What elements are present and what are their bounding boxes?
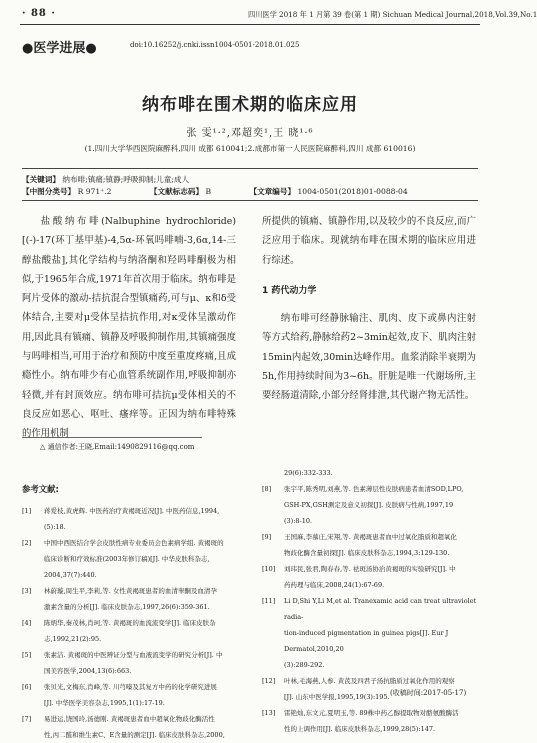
header-rule (20, 24, 480, 25)
reference-line: 物歧化酶含量初探[J]. 临床皮肤科杂志,1994,3:129-130. (284, 549, 450, 557)
reference-line: 中国中西医结合学会皮肤性病专业委员会色素病学组. 黄褐斑的 (44, 539, 224, 547)
reference-text (284, 465, 486, 481)
reference-number: [5] (22, 651, 32, 659)
reference-text (44, 679, 246, 711)
reference-text (44, 583, 246, 615)
keywords-label: 【关键词】 (22, 175, 60, 184)
clc-label: 【中图分类号】 (22, 187, 76, 196)
reference-item (262, 705, 486, 737)
reference-number: [9] (262, 533, 272, 541)
reference-line: 激素含量的分析[J]. 临床皮肤杂志,1997,26(6):359-361. (44, 603, 210, 611)
right-column (262, 212, 476, 406)
journal-header: 四川医学 2018 年 1 月第 39 卷(第 1 期) Sichuan Medical Journal,2018,Vol.39,No.1 (248, 10, 537, 19)
body-paragraph: 盐酸纳布啡(Nalbuphine hydrochloride)[(-)-17(环丁基甲基)-4,5α-环氧吗啡喃-3,6α,14-三醇盐酸盐],其化学结构与纳洛酮和羟吗啡酮极为相似,于1965年合成,1971年首次用于临床。纳布啡是阿片受体的激动-拮抗混合型镇痛药,可与μ、κ和δ受体结合,主要对μ受体呈拮抗作用,对κ受体呈激动作用,因此具有镇痛、镇静及呼吸抑制作用,其镇痛强度与吗啡相当,可用于治疗和预防中度至重度疼痛,且成瘾性小。纳布啡少有心血管系统副作用,呼吸抑制亦轻微,并有封顶效应。纳布啡可拮抗μ受体相关的不良反应如恶心、呕吐、瘙痒等。正因为纳布啡特殊的作用机制 (22, 216, 236, 440)
affiliation: (1.四川大学华西医院麻醉科,四川 成都 610041;2.成都市第一人民医院麻醉科,四川 成都 610016) (84, 144, 416, 153)
reference-number: [7] (22, 715, 32, 723)
keywords-row (22, 168, 478, 185)
keywords-text: 纳布啡;镇痛;镇静;呼吸抑制;儿童;成人 (62, 175, 190, 184)
reference-line: 国美容医学,2004,13(6):663. (44, 667, 132, 675)
reference-line: (3):289-292. (284, 661, 325, 669)
reference-line: 林蔚璇,周生平,李莉,等. 女性黄褐斑患者的血清睾酮及血清孕 (44, 587, 217, 595)
reference-number: [2] (22, 539, 32, 547)
reference-line: (3):8-10. (284, 517, 313, 525)
article-label: 【文章编号】 (249, 187, 296, 196)
body-paragraph: 所提供的镇痛、镇静作用,以及较少的不良反应,而广泛应用于临床。现就纳布啡在围术期的临床应用进行综述。 (262, 216, 476, 266)
reference-text (284, 529, 486, 561)
reference-line: [J]. 中华医学美容杂志,1995,1(1):17-19. (44, 699, 165, 707)
reference-number: [1] (22, 507, 32, 515)
reference-item (22, 647, 246, 679)
code-value: B (205, 187, 212, 196)
reference-text (284, 593, 486, 673)
reference-number (262, 465, 284, 481)
footnote: △ 通信作者:王晓,Email:1490829116@qq.com (40, 443, 195, 451)
reference-line: 药药理与临床,2008,24(1):67-69. (284, 581, 385, 589)
reference-number: [11] (262, 597, 276, 605)
reference-line: 张贝光,文梅东,肖峰,等. 川芎嗪及其复方中药的化学研究进展 (44, 683, 217, 691)
reference-text (284, 481, 486, 529)
article-title: 纳布啡在围术期的临床应用 (142, 95, 358, 115)
classification-row (22, 186, 478, 197)
reference-text (284, 561, 486, 593)
body-paragraph: 纳布啡可经静脉输注、肌肉、皮下或鼻内注射等方式给药,静脉给药2~3min起效,皮下、肌肉注射15min内起效,30min达峰作用。血浆消除半衰期为5h,作用持续时间为3~6h。肝脏是唯一代谢场所,主要经肠道清除,小部分经肾排泄,其代谢产物无活性。 (262, 313, 476, 402)
reference-number: [10] (262, 565, 276, 573)
reference-line: [J]. 山东中医学报,1995,19(3):195. (284, 693, 390, 701)
reference-item (262, 529, 486, 561)
reference-item (22, 711, 246, 743)
reference-item (262, 481, 486, 529)
reference-text (44, 711, 246, 743)
reference-line: 叶林,毛海燕,人参. 黄芪及四君子汤抗脂质过氧化作用的观察 (284, 677, 455, 685)
reference-number: [6] (22, 683, 32, 691)
reference-item (262, 465, 486, 481)
reference-line: Li D,Shi Y,Li M,et al. Tranexamic acid can treat ultraviolet radia- (284, 597, 477, 621)
section-tag: ●医学进展● (22, 41, 97, 56)
reference-number: [8] (262, 485, 272, 493)
body-rule (22, 200, 478, 201)
reference-line: 蒋爱枝,黄虎辉. 中医药治疗黄褐斑近况[J]. 中医药信息,1994, (44, 507, 220, 515)
reference-line: tion-induced pigmentation in guinea pigs[J]. Eur J Dermatol,2010,20 (284, 629, 449, 653)
authors: 张 雯¹·²,邓超奕¹,王 晓¹·⁶ (186, 128, 314, 139)
article-value: 1004-0501(2018)01-0088-04 (297, 187, 408, 196)
doi: doi:10.16252/j.cnki.issn1004-0501-2018.01.025 (130, 41, 300, 49)
reference-line: GSH-PX,GSH测定及意义初探[J]. 皮肤病与性病,1997,19 (284, 501, 454, 509)
footnote-rule (22, 437, 202, 438)
reference-item (262, 561, 486, 593)
left-column (22, 212, 236, 444)
code-label: 【文献标志码】 (149, 187, 204, 196)
reference-text (44, 647, 246, 679)
reference-number: [3] (22, 587, 32, 595)
reference-line: 王国麻,李慕庄,宋翔,等. 黄褐斑患者血中过氧化脂质和超氧化 (284, 533, 457, 541)
reference-line: 陈炳华,秦茂林,肖珂,等. 黄褐斑的血流流变学[J]. 临床皮肤杂 (44, 619, 216, 627)
reference-number: [13] (262, 709, 276, 717)
reference-line: (5):18. (44, 523, 66, 531)
reference-line: 临床诊断和疗效标准(2003年修订稿)[J]. 中华皮肤科杂志, (44, 555, 210, 563)
reference-item (22, 583, 246, 615)
reference-line: 易进运,饶国玲,汤德刚. 黄褐斑患者血中超氧化物歧化酶活性 (44, 715, 215, 723)
reference-line: 29(6):332-333. (284, 469, 333, 477)
reference-text (44, 503, 246, 535)
reference-number: [12] (262, 677, 276, 685)
reference-line: 张宇平,陈秀明,刘燕,等. 色素薄层性皮肤病患者血清SOD,LPO, (284, 485, 464, 493)
reference-text (44, 615, 246, 647)
reference-line: 性,丙二醛和维生素C、E含量的测定[J]. 临床皮肤科杂志,2000, (44, 731, 225, 739)
references-left (22, 503, 246, 743)
reference-line: 刘玮民,张君,陶春春,等. 祛斑汤协治黄褐斑的实验研究[J]. 中 (284, 565, 456, 573)
references-title: 参考文献: (22, 484, 59, 494)
reference-line: 性的上调作用[J]. 临床皮肤科杂志,1999,28(5):147. (284, 725, 436, 733)
reference-item (22, 503, 246, 535)
reference-item (22, 535, 246, 583)
reference-line: 雷艳灿,东文元,夏明玉,等. 89株中药乙醇提取物对酪氨酸酶活 (284, 709, 459, 717)
reference-line: 志,1992,21(2):95. (44, 635, 102, 643)
reference-line: 张素洁. 黄褐斑的中医辨证分型与血液流变学的研究分析[J]. 中 (44, 651, 223, 659)
received-date: (收稿时间:2017-05-17) (390, 689, 467, 697)
reference-item (262, 593, 486, 673)
reference-line: 2004,37(7):440. (44, 571, 97, 579)
reference-number: [4] (22, 619, 32, 627)
clc-value: R 971⁺.2 (77, 187, 112, 196)
section-heading: 1 药代动力学 (262, 285, 317, 296)
reference-item (22, 679, 246, 711)
page-number: · 88 · (22, 8, 56, 19)
reference-text (44, 535, 246, 583)
reference-text (284, 705, 486, 737)
reference-item (22, 615, 246, 647)
